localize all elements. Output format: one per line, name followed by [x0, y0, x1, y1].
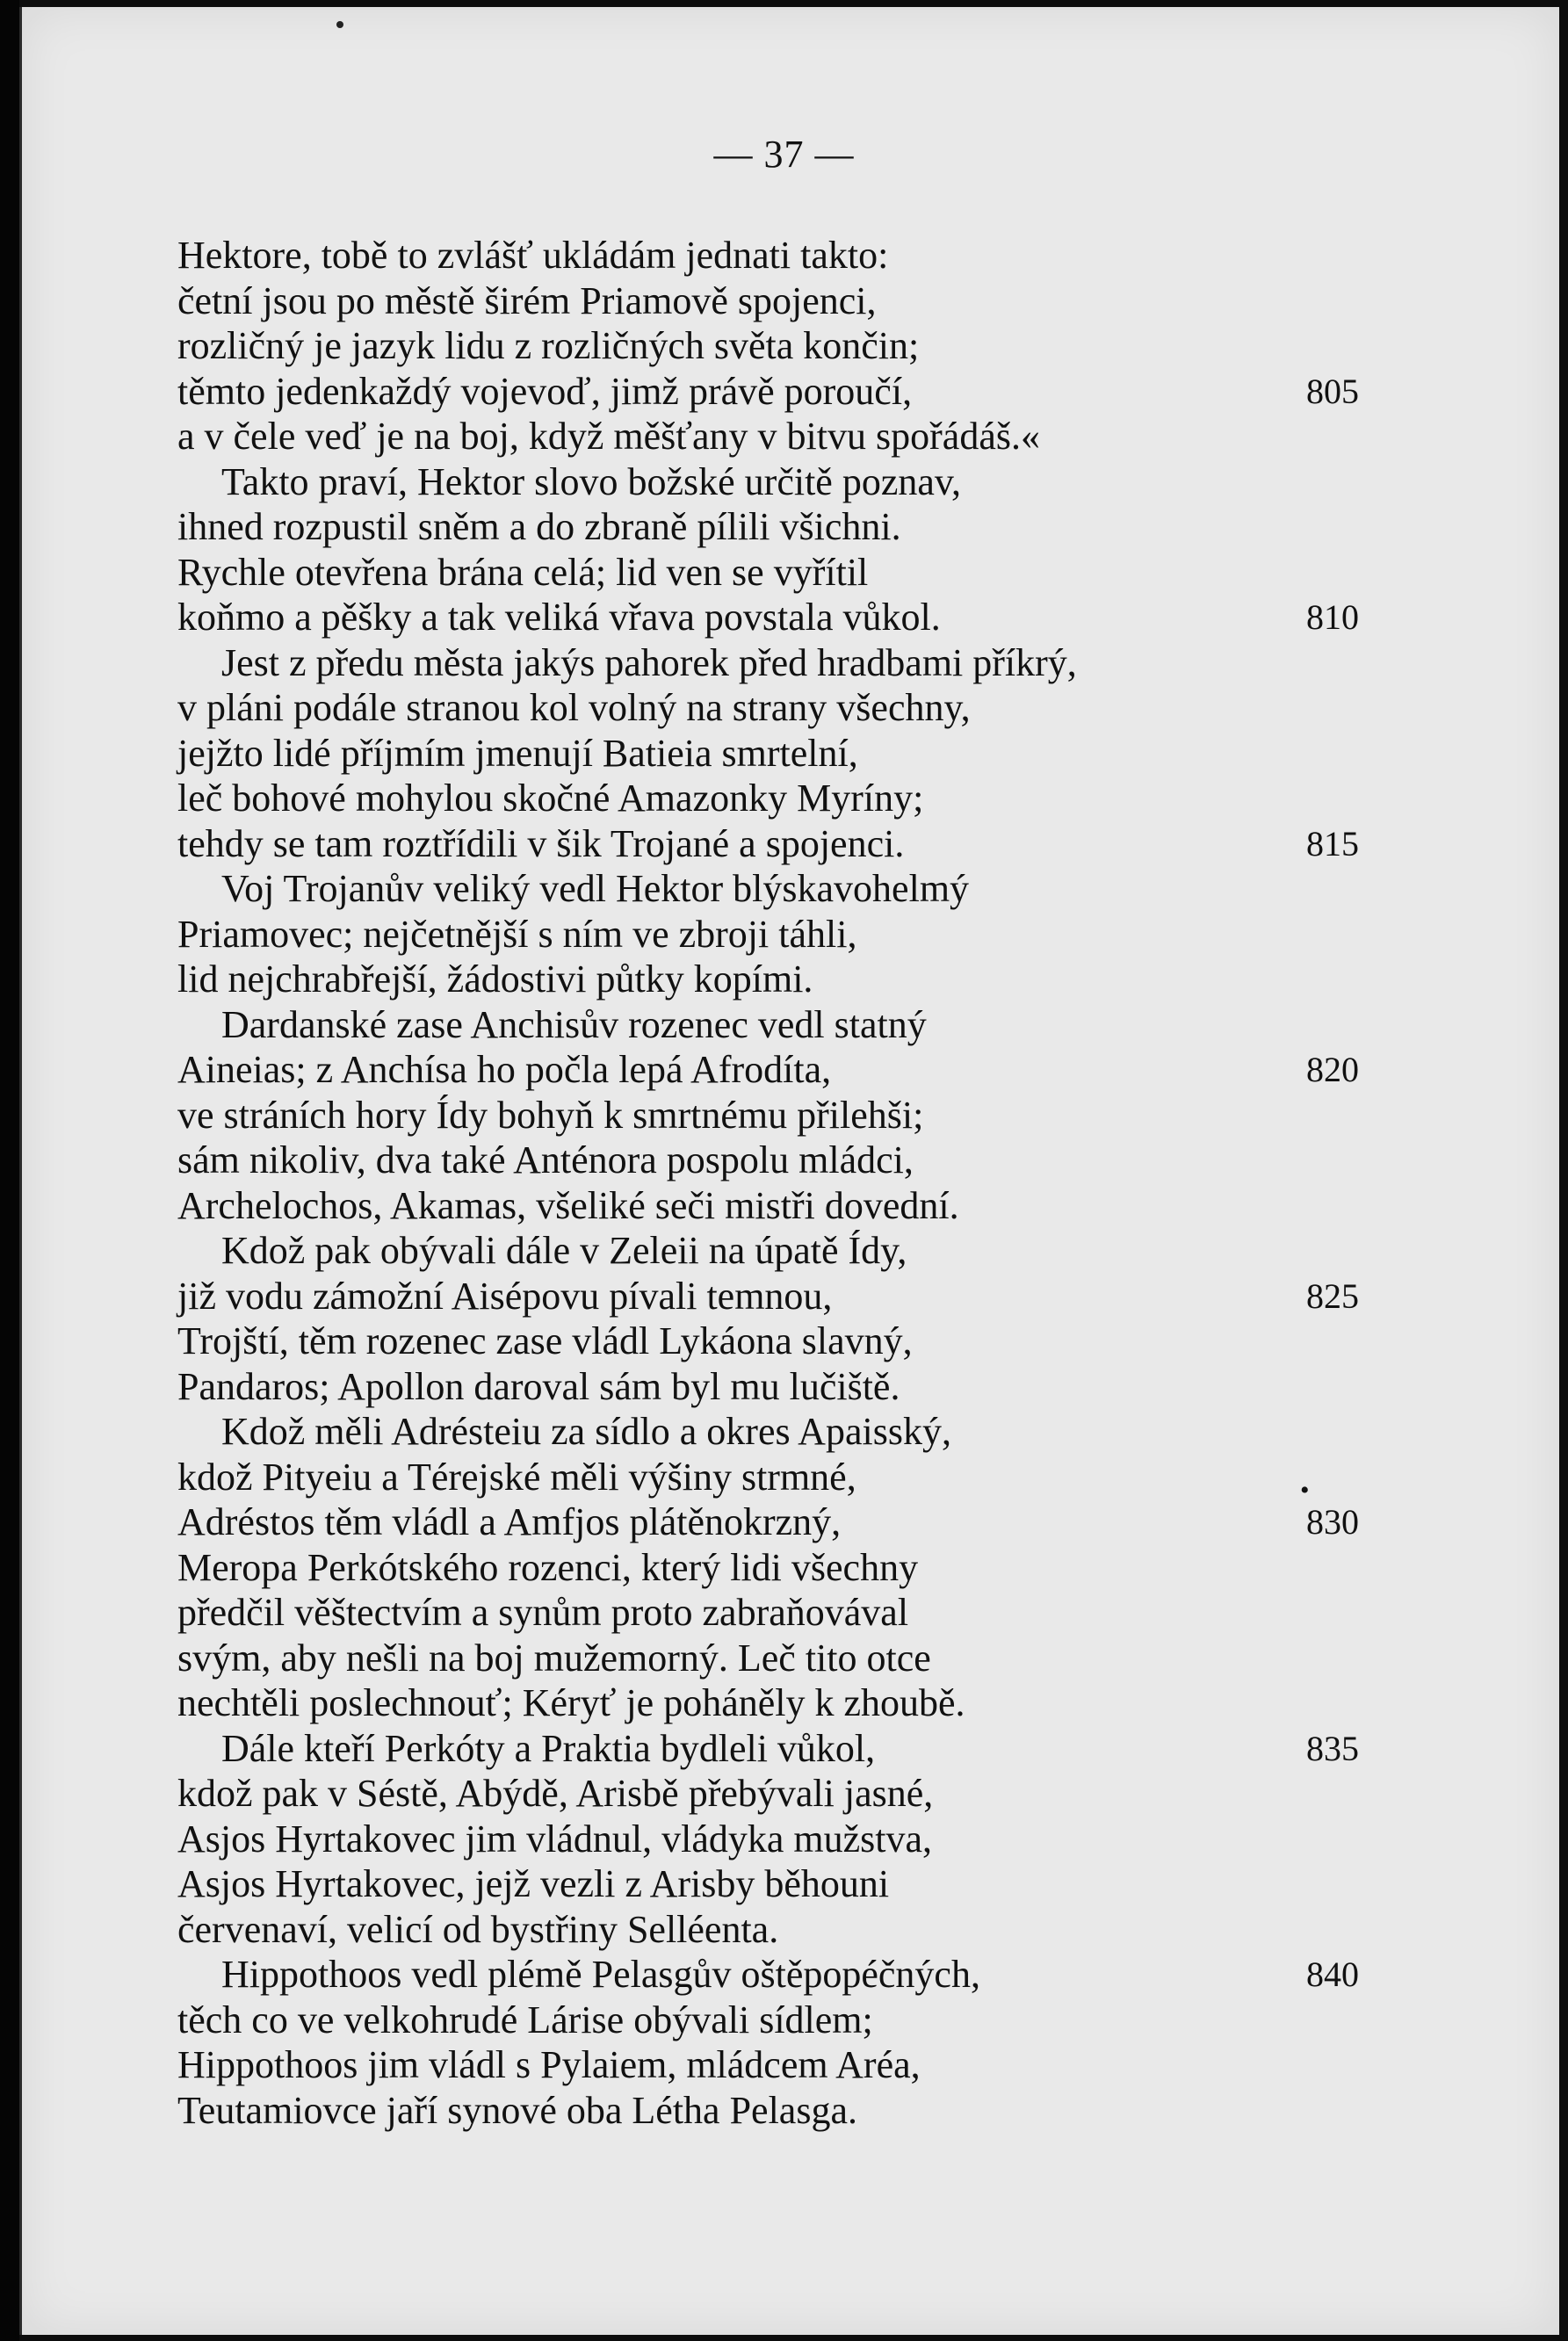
verse-line [177, 1274, 1363, 1319]
line-number: 820 [1306, 1050, 1359, 1089]
verse-line [177, 323, 1363, 369]
verse-text: těmto jedenkaždý vojevoď, jimž právě poroučí, [177, 369, 913, 413]
verse-text: těch co ve velkohrudé Lárise obývali sídlem; [177, 1998, 873, 2041]
verse-line [177, 595, 1363, 640]
verse-text: koňmo a pěšky a tak veliká vřava povstala vůkol. [177, 596, 941, 639]
verse-text: Asjos Hyrtakovec, jejž vezli z Arisby běhouni [177, 1862, 890, 1905]
verse-line [177, 912, 1363, 957]
verse-line [177, 1907, 1363, 1953]
verse-line [177, 957, 1363, 1002]
verse-text: jejžto lidé příjmím jmenují Batieia smrtelní, [177, 731, 858, 775]
scan-left-edge [0, 0, 19, 2341]
verse-line [177, 821, 1363, 867]
verse-text: Priamovec; nejčetnější s ním ve zbroji táhli, [177, 912, 857, 956]
verse-line [177, 640, 1363, 686]
verse-line [177, 1047, 1363, 1093]
verse-line [177, 1409, 1363, 1455]
verse-text: nechtěli poslechnouť; Kéryť je poháněly k zhoubě. [177, 1681, 965, 1724]
line-number: 805 [1306, 371, 1359, 411]
verse-line [177, 731, 1363, 777]
verse-text: Adréstos těm vládl a Amfjos plátěnokrzný, [177, 1500, 842, 1543]
verse-text: Dardanské zase Anchisův rozenec vedl statný [221, 1002, 927, 1046]
ink-speck [336, 21, 343, 28]
verse-text: Hektore, tobě to zvlášť ukládám jednati takto: [177, 234, 889, 277]
verse-line [177, 866, 1363, 912]
verse-line [177, 1499, 1363, 1545]
verse-line [177, 1771, 1363, 1817]
verse-text: Dále kteří Perkóty a Praktia bydleli vůkol, [221, 1726, 876, 1770]
verse-line [177, 1319, 1363, 1364]
verse-line [177, 776, 1363, 821]
verse-text: Teutamiovce jaří synové oba Létha Pelasga. [177, 2088, 857, 2132]
verse-text: svým, aby nešli na boj mužemorný. Leč tito otce [177, 1636, 931, 1680]
verse-text: již vodu zámožní Aisépovu pívali temnou, [177, 1274, 833, 1318]
verse-line [177, 1183, 1363, 1229]
verse-line [177, 459, 1363, 505]
poem-text [177, 233, 1363, 2133]
verse-line [177, 278, 1363, 324]
verse-line [177, 504, 1363, 550]
verse-line [177, 1636, 1363, 1681]
verse-text: Pandaros; Apollon daroval sám byl mu lučiště. [177, 1364, 900, 1408]
verse-text: lid nejchrabřejší, žádostivi půtky kopími. [177, 957, 813, 1001]
verse-line [177, 1590, 1363, 1636]
verse-text: Archelochos, Akamas, všeliké seči mistři dovední. [177, 1183, 959, 1227]
verse-text: Hippothoos vedl plémě Pelasgův oštěpopéčných, [221, 1953, 980, 1996]
line-number: 835 [1306, 1728, 1359, 1768]
verse-text: tehdy se tam roztřídili v šik Trojané a spojenci. [177, 821, 905, 865]
verse-line [177, 1726, 1363, 1772]
page-number: — 37 — [713, 133, 855, 176]
verse-line [177, 1228, 1363, 1274]
verse-text: kdož pak v Séstě, Abýdě, Arisbě přebývali jasné, [177, 1772, 934, 1815]
verse-text: ihned rozpustil sněm a do zbraně pílili všichni. [177, 505, 901, 548]
verse-text: Meropa Perkótského rozenci, který lidi všechny [177, 1545, 919, 1589]
verse-line [177, 2088, 1363, 2134]
verse-line [177, 685, 1363, 731]
verse-text: Voj Trojanův veliký vedl Hektor blýskavohelmý [221, 867, 970, 910]
verse-line [177, 414, 1363, 459]
verse-text: četní jsou po městě širém Priamově spojenci, [177, 278, 877, 322]
verse-text: kdož Pityeiu a Térejské měli výšiny strmné, [177, 1455, 856, 1499]
verse-text: Kdož pak obývali dále v Zeleii na úpatě Ídy, [221, 1229, 907, 1272]
verse-line [177, 1998, 1363, 2043]
verse-text: Asjos Hyrtakovec jim vládnul, vládyka mužstva, [177, 1817, 933, 1861]
verse-text: leč bohové mohylou skočné Amazonky Myríny; [177, 777, 924, 820]
line-number: 815 [1306, 823, 1359, 863]
verse-line [177, 550, 1363, 596]
verse-line [177, 1861, 1363, 1907]
margin-mark: • [1300, 1476, 1310, 1505]
verse-text: Trojští, těm rozenec zase vládl Lykáona slavný, [177, 1319, 913, 1362]
verse-line [177, 1817, 1363, 1862]
line-number: 810 [1306, 597, 1359, 637]
verse-text: červenaví, velicí od bystřiny Selléenta. [177, 1907, 779, 1951]
line-number: 825 [1306, 1275, 1359, 1316]
verse-text: Takto praví, Hektor slovo božské určitě poznav, [221, 459, 962, 503]
verse-line [177, 1364, 1363, 1410]
verse-text: Kdož měli Adrésteiu za sídlo a okres Apaisský, [221, 1410, 951, 1453]
line-number: 830 [1306, 1502, 1359, 1542]
verse-line [177, 1138, 1363, 1183]
verse-text: předčil věštectvím a synům proto zabraňovával [177, 1591, 909, 1634]
verse-text: ve stráních hory Ídy bohyň k smrtnému přilehši; [177, 1093, 924, 1137]
verse-text: sám nikoliv, dva také Anténora pospolu mládci, [177, 1138, 914, 1181]
verse-text: Rychle otevřena brána celá; lid ven se vyřítil [177, 550, 869, 594]
verse-text: rozličný je jazyk lidu z rozličných světa končin; [177, 324, 920, 367]
verse-text: Aineias; z Anchísa ho počla lepá Afrodíta, [177, 1048, 832, 1091]
verse-text: Hippothoos jim vládl s Pylaiem, mládcem Aréa, [177, 2043, 921, 2086]
verse-line [177, 1002, 1363, 1048]
verse-line [177, 369, 1363, 415]
verse-line [177, 2042, 1363, 2088]
line-number: 840 [1306, 1954, 1359, 1994]
verse-text: Jest z předu města jakýs pahorek před hradbami příkrý, [221, 640, 1077, 684]
verse-text: v pláni podále stranou kol volný na strany všechny, [177, 686, 971, 729]
verse-line [177, 1093, 1363, 1138]
verse-line [177, 1680, 1363, 1726]
verse-text: a v čele veď je na boj, když měšťany v bitvu spořádáš.« [177, 415, 1040, 458]
verse-line [177, 233, 1363, 278]
verse-line [177, 1455, 1363, 1500]
verse-line [177, 1952, 1363, 1998]
verse-line [177, 1545, 1363, 1591]
